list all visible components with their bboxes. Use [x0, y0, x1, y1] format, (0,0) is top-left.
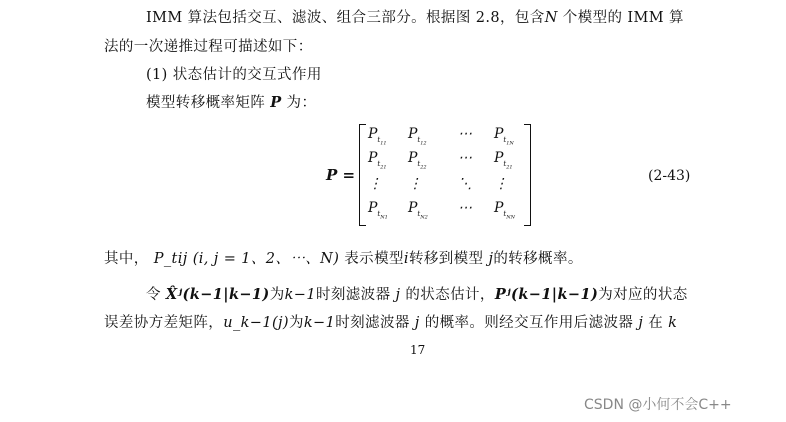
matrix-cell-subsubscript: 11	[380, 140, 387, 147]
matrix-cell	[408, 126, 427, 146]
matrix-cell	[368, 200, 388, 220]
matrix-cell-subscript: tN2	[417, 209, 428, 221]
matrix-cell-subscript: tNN	[503, 209, 515, 221]
matrix-cell-main: P	[368, 126, 378, 142]
right-bracket	[524, 124, 531, 226]
matrix-cell-main: ⋱	[458, 176, 472, 192]
matrix-cell	[368, 176, 382, 192]
matrix-cell-subscript: t21	[377, 159, 387, 171]
matrix-cell	[368, 126, 387, 146]
matrix-cell	[458, 126, 472, 142]
matrix-cell	[368, 150, 387, 170]
matrix-cell-main: P	[494, 200, 504, 216]
paragraph-line-1: IMM 算法包括交互、滤波、组合三部分。根据图 2.8，包含N 个模型的 IMM 算	[146, 10, 684, 26]
matrix-cell-subsubscript: 12	[420, 140, 427, 147]
paragraph-line-2: 法的一次递推过程可描述如下：	[104, 39, 313, 55]
section-heading: (1) 状态估计的交互式作用	[146, 67, 322, 83]
after-line-3: 误差协方差矩阵，u_k−1(j)为k−1时刻滤波器 j 的概率。则经交互作用后滤波器 j 在 k	[104, 315, 678, 331]
matrix-cell	[408, 150, 427, 170]
matrix-lhs: P =	[326, 166, 356, 184]
matrix-cell-subsubscript: 1N	[506, 140, 514, 147]
matrix-cell	[458, 176, 472, 192]
equation-number: (2-43)	[648, 168, 691, 184]
matrix-cell-subscript: t11	[377, 135, 387, 147]
matrix-cell	[494, 200, 515, 220]
matrix-cell	[408, 200, 428, 220]
matrix-equation	[326, 124, 706, 228]
math-inline: X̂ʲ(k−1|k−1)	[165, 286, 270, 303]
matrix-cell	[494, 126, 514, 146]
matrix-cell-subsubscript: NN	[506, 214, 515, 221]
matrix-cell-subsubscript: N1	[380, 214, 388, 221]
matrix-cell-main: P	[368, 200, 378, 216]
matrix-grid	[366, 126, 522, 224]
matrix-cell-subscript: t1N	[503, 135, 514, 147]
after-line-1: 其中， P_tij (i, j = 1、2、⋯、N) 表示模型i转移到模型 j的转移概率。	[104, 251, 583, 267]
watermark: CSDN @小何不会C++	[584, 397, 732, 413]
matrix-cell-subsubscript: 21	[506, 164, 513, 171]
matrix-cell-main: P	[494, 126, 504, 142]
matrix-intro-line: 模型转移概率矩阵 P 为：	[146, 94, 317, 111]
matrix-cell-main: ⋮	[368, 176, 382, 192]
matrix-cell-subsubscript: N2	[420, 214, 428, 221]
matrix-cell	[494, 150, 513, 170]
matrix-cell	[458, 200, 472, 216]
matrix-cell-main: ⋯	[458, 150, 472, 166]
matrix-cell-subscript: t12	[417, 135, 427, 147]
matrix-cell-main: P	[368, 150, 378, 166]
math-inline: u_k−1(j)	[223, 315, 289, 331]
page-number: 17	[410, 343, 426, 357]
matrix-cell	[408, 176, 422, 192]
matrix-cell-main: ⋯	[458, 126, 472, 142]
matrix-cell-main: P	[494, 150, 504, 166]
matrix-cell-main: ⋮	[494, 176, 508, 192]
math-inline: P_tij (i, j = 1、2、⋯、N)	[153, 251, 340, 267]
matrix-cell-subscript: t21	[503, 159, 513, 171]
matrix-cell-main: P	[408, 126, 418, 142]
matrix-cell	[458, 150, 472, 166]
matrix-cell-subsubscript: 21	[380, 164, 387, 171]
matrix-cell-main: P	[408, 150, 418, 166]
left-bracket	[359, 124, 366, 226]
matrix-cell-main: ⋮	[408, 176, 422, 192]
matrix-cell-subscript: t22	[417, 159, 427, 171]
matrix-cell	[494, 176, 508, 192]
after-line-2: 令 X̂ʲ(k−1|k−1)为k−1时刻滤波器 j 的状态估计，Pʲ(k−1|k−1)为对应的状态	[146, 286, 688, 303]
matrix-cell-subscript: tN1	[377, 209, 388, 221]
matrix-cell-main: P	[408, 200, 418, 216]
math-inline: Pʲ(k−1|k−1)	[494, 286, 599, 303]
matrix-cell-subsubscript: 22	[420, 164, 427, 171]
matrix-cell-main: ⋯	[458, 200, 472, 216]
